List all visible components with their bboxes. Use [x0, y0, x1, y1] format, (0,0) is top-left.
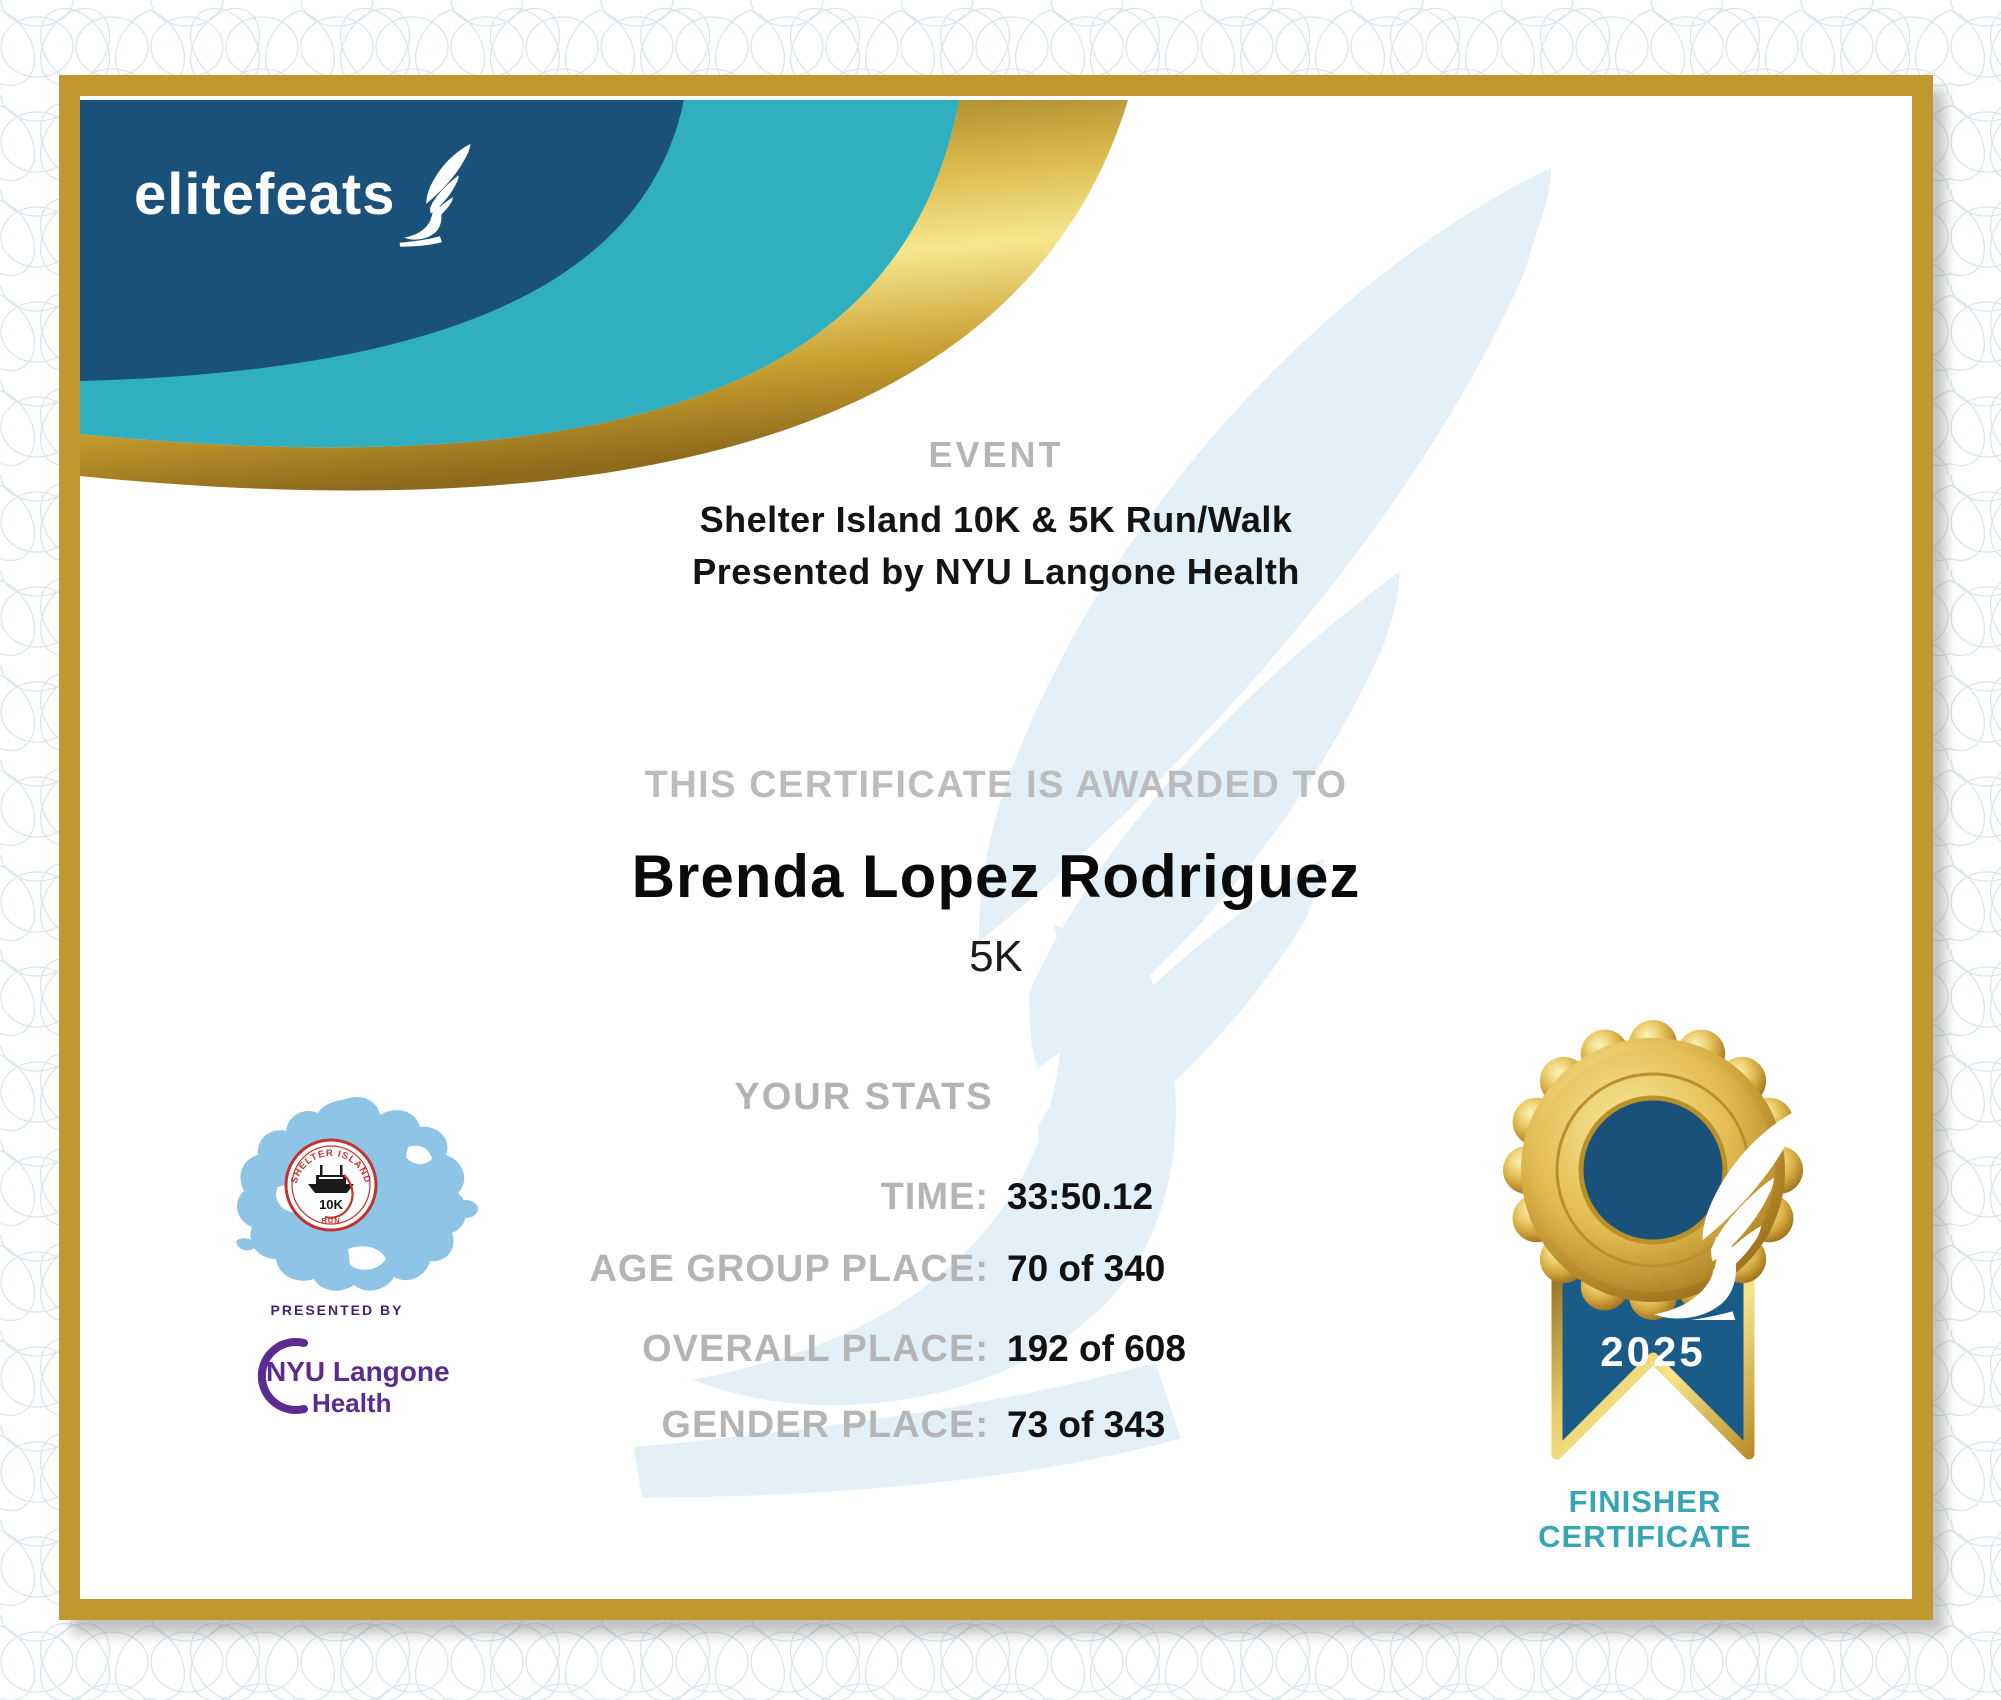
award-heading: THIS CERTIFICATE IS AWARDED TO — [644, 764, 1348, 806]
stat-label-overall-place: OVERALL PLACE: — [642, 1328, 989, 1370]
event-heading: EVENT — [928, 434, 1064, 475]
winged-foot-icon — [397, 140, 475, 252]
finisher-certificate-label — [1445, 1484, 1845, 1554]
event-title-line2: Presented by NYU Langone Health — [692, 551, 1300, 592]
event-title — [80, 494, 1912, 598]
finisher-line2: CERTIFICATE — [1538, 1519, 1752, 1554]
stat-row-time — [380, 1176, 1480, 1219]
gold-medal-badge — [1503, 1020, 1803, 1320]
elitefeats-logo — [134, 140, 475, 252]
medal-navy-center — [1581, 1098, 1725, 1242]
stat-row-overall-place — [380, 1328, 1480, 1371]
elitefeats-logo-text: elitefeats — [134, 162, 396, 227]
nyu-logo-line2: Health — [312, 1388, 392, 1418]
ribbon-year: 2025 — [1600, 1328, 1706, 1375]
event-title-line1: Shelter Island 10K & 5K Run/Walk — [699, 499, 1293, 540]
stats-heading: YOUR STATS — [734, 1076, 994, 1118]
race-distance: 5K — [969, 932, 1023, 981]
seal-arc-text: SHELTER ISLAND — [288, 1147, 374, 1185]
certificate-body — [80, 96, 1912, 1599]
finisher-line1: FINISHER — [1568, 1484, 1722, 1519]
nyu-langone-health-logo — [240, 1334, 516, 1426]
stat-value-gender-place: 73 of 343 — [1007, 1404, 1166, 1445]
certificate-frame — [59, 75, 1933, 1620]
stat-value-time: 33:50.12 — [1007, 1176, 1154, 1217]
stat-value-age-group-place: 70 of 340 — [1007, 1248, 1166, 1289]
stat-row-gender-place — [380, 1404, 1480, 1447]
seal-boat-windows — [319, 1177, 343, 1179]
presented-by-label: PRESENTED BY — [270, 1302, 404, 1318]
stat-label-gender-place: GENDER PLACE: — [661, 1404, 989, 1446]
shelter-island-race-logo — [228, 1091, 480, 1299]
shelter-island-seal — [286, 1140, 376, 1230]
stat-label-age-group-place: AGE GROUP PLACE: — [589, 1248, 989, 1290]
stat-value-overall-place: 192 of 608 — [1007, 1328, 1186, 1369]
seal-run-text: RUN — [321, 1216, 341, 1225]
nyu-logo-line1: NYU Langone — [266, 1356, 450, 1387]
recipient-name: Brenda Lopez Rodriguez — [631, 843, 1361, 910]
seal-distance-text: 10K — [319, 1197, 343, 1212]
stat-row-age-group-place — [380, 1248, 1480, 1291]
stat-label-time: TIME: — [880, 1176, 989, 1218]
